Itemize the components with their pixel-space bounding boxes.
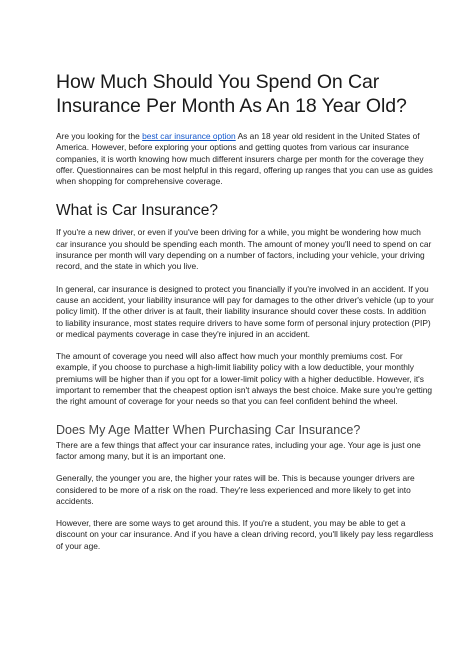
- intro-text-before-link: Are you looking for the: [56, 131, 143, 141]
- section-heading-what-is-car-insurance: What is Car Insurance?: [56, 202, 218, 220]
- page-title: How Much Should You Spend On Car Insurance Per Month As An 18 Year Old?: [56, 71, 407, 117]
- paragraph: However, there are some ways to get around this. If you're a student, you may be able to get a discount on your car insurance. And if you have a clean driving record, you'll likely pay less regardless of your age.: [56, 518, 434, 551]
- paragraph: If you're a new driver, or even if you've been driving for a while, you might be wondering how much car insurance you should be spending each month. The amount of money you'll need to spend on car insurance per month will vary depending on a number of factors, including your vehicle, your driving record, and the state in which you live.: [56, 227, 432, 272]
- paragraph: Generally, the younger you are, the higher your rates will be. This is because younger drivers are considered to be more of a risk on the road. They're less experienced and more likely to get into accidents.: [56, 473, 415, 506]
- section-heading-age-matter: Does My Age Matter When Purchasing Car Insurance?: [56, 422, 361, 437]
- paragraph: There are a few things that affect your car insurance rates, including your age. Your age is just one factor among many, but it is an important one.: [56, 439, 421, 461]
- intro-paragraph: [56, 131, 434, 187]
- best-car-insurance-link[interactable]: best car insurance option: [142, 131, 236, 141]
- intro-text-after-link: As an 18 year old resident in the United States of America. However, before exploring your options and getting quotes from various car insurance companies, it is worth knowing how much different insurers charge per month for the coverage they offer. Questionnaires can be most helpful in this regard, offering up ranges that you can use as guides when shopping for comprehensive coverage.: [56, 131, 433, 187]
- paragraph: The amount of coverage you need will also affect how much your monthly premiums cost. For example, if you choose to purchase a high-limit liability policy with a low deductible, your monthly premiums will be higher than if you opt for a lower-limit policy with a higher deductible. However, it's important to remember that the cheapest option isn't always the best choice. Make sure you're getting the right amount of coverage for your needs so that you can feel confident behind the wheel.: [56, 351, 433, 407]
- paragraph: In general, car insurance is designed to protect you financially if you're involved in an accident. If you cause an accident, your liability insurance will pay for damages to the other driver's vehicle (up to your policy limit). If the other driver is at fault, their liability insurance should cover these costs. In addition to liability insurance, most states require drivers to have some form of personal injury protection (PIP) or medical payments coverage in case they're injured in an accident.: [56, 283, 434, 339]
